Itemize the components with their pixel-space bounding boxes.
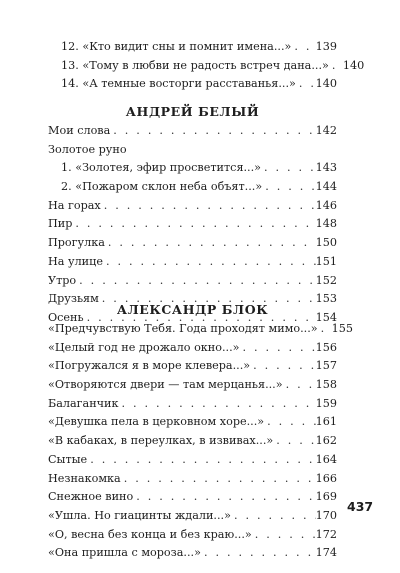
entry-page: 162 (315, 434, 337, 448)
entry-page: 151 (315, 254, 337, 268)
dot-leader (264, 413, 316, 432)
entry-title: Снежное вино (48, 490, 134, 504)
dot-leader (121, 470, 316, 489)
toc-entry (48, 376, 337, 395)
toc-entry (48, 253, 337, 272)
dot-leader (318, 320, 332, 339)
toc-entry (48, 413, 337, 432)
dot-leader (261, 159, 316, 178)
entry-page: 153 (315, 292, 337, 306)
entry-page: 164 (315, 452, 337, 466)
entry-title: «Целый год не дрожало окно...» (48, 340, 240, 354)
section-heading-blok: АЛЕКСАНДР БЛОК (116, 302, 269, 317)
entry-title: Мои слова (48, 124, 111, 137)
entry-title: На улице (48, 254, 103, 268)
entry-title: «Ушла. Но гиацинты ждали...» (48, 508, 231, 522)
entry-page: 148 (315, 217, 337, 231)
entry-title: Сытые (48, 452, 88, 466)
section-bely (48, 104, 337, 120)
dot-leader (273, 432, 315, 451)
entry-title: «О, весна без конца и без краю...» (48, 527, 252, 541)
entry-title: Прогулка (48, 236, 105, 250)
entry-title: Утро (48, 273, 77, 287)
entry-page: 139 (315, 40, 337, 53)
toc-entry (48, 215, 337, 234)
dot-leader (201, 544, 316, 563)
toc-entry (48, 357, 337, 376)
dot-leader (250, 357, 316, 376)
dot-leader (262, 178, 315, 197)
entry-page: 144 (315, 180, 337, 194)
toc-entry (48, 38, 337, 57)
dot-leader (231, 507, 316, 526)
toc-entry (48, 320, 353, 339)
toc-entry (48, 432, 337, 451)
entry-title: Балаганчик (48, 396, 119, 410)
entry-page: 158 (315, 378, 337, 392)
dot-leader (133, 488, 315, 507)
section-blok-entries (48, 320, 353, 563)
dot-leader (329, 57, 343, 76)
dot-leader (240, 339, 316, 358)
entry-page: 156 (315, 340, 337, 354)
toc-entry (48, 234, 337, 253)
page-number: 437 (347, 499, 374, 514)
toc-entry (48, 544, 337, 563)
dot-leader (87, 451, 315, 470)
entry-page: 154 (315, 310, 337, 324)
entry-title: «Отворяются двери — там мерцанья...» (48, 378, 283, 392)
section-heading-bely: АНДРЕЙ БЕЛЫЙ (125, 104, 260, 119)
entry-title: На горах (48, 198, 101, 212)
entry-title: «Погружался я в море клевера...» (48, 359, 251, 373)
entry-page: 170 (315, 508, 337, 522)
entry-title: Незнакомка (48, 471, 121, 485)
dot-leader (101, 197, 316, 216)
toc-entry (48, 197, 337, 216)
dot-leader (72, 215, 315, 234)
toc-entry (48, 488, 337, 507)
entry-page: 157 (315, 359, 337, 373)
entry-page: 152 (315, 273, 337, 287)
dot-leader (110, 122, 315, 141)
dot-leader (105, 234, 316, 253)
entry-page: 172 (315, 527, 337, 541)
entry-title: «В кабаках, в переулках, в извивах...» (48, 434, 274, 448)
dot-leader (291, 38, 315, 57)
entry-title: Друзьям (48, 292, 99, 306)
dot-leader (283, 376, 316, 395)
entry-page: 161 (315, 415, 337, 429)
entry-title: Пир (48, 217, 73, 231)
dot-leader (76, 272, 315, 291)
entry-title: 1. «Золотея, эфир просветится...» (61, 161, 262, 175)
toc-entry (48, 470, 337, 489)
entry-page: 169 (315, 490, 337, 504)
toc-entry (48, 122, 337, 141)
dot-leader (103, 253, 316, 272)
toc-entry (48, 57, 365, 76)
entry-page: 140 (315, 77, 337, 91)
entry-page: 150 (315, 236, 337, 250)
entry-page: 143 (315, 161, 337, 175)
dot-leader (119, 395, 316, 414)
toc-entry (48, 339, 337, 358)
toc-entry (48, 159, 337, 178)
entry-title: «Предчувствую Тебя. Года проходят мимо...» (48, 322, 318, 335)
entry-page: 166 (315, 471, 337, 485)
toc-subheading (48, 141, 337, 160)
toc-entry (48, 75, 337, 94)
entry-title: Золотое руно (48, 142, 127, 156)
section-bely-entries (48, 122, 337, 328)
entry-title: 14. «А темные восторги расставанья...» (61, 77, 296, 91)
entry-title: «Она пришла с мороза...» (48, 546, 201, 560)
dot-leader (296, 75, 316, 94)
entry-page: 159 (315, 396, 337, 410)
section-blok (48, 302, 337, 318)
entry-page: 140 (342, 58, 365, 72)
toc-entry (48, 451, 337, 470)
toc-continuation (48, 38, 365, 94)
toc-entry (48, 178, 337, 197)
entry-page: 146 (315, 198, 337, 212)
entry-title: «Девушка пела в церковном хоре...» (48, 415, 265, 429)
entry-title: 12. «Кто видит сны и помнит имена...» (61, 40, 292, 53)
entry-title: 2. «Пожаром склон неба объят...» (61, 180, 263, 194)
toc-entry (48, 272, 337, 291)
entry-title: Осень (48, 310, 84, 324)
toc-entry (48, 395, 337, 414)
entry-title: 13. «Тому в любви не радость встреч дана...» (61, 58, 329, 72)
toc-entry (48, 526, 337, 545)
entry-page: 142 (315, 124, 337, 137)
toc-entry (48, 507, 337, 526)
entry-page: 155 (331, 322, 353, 335)
entry-page: 174 (315, 546, 337, 560)
dot-leader (252, 526, 316, 545)
